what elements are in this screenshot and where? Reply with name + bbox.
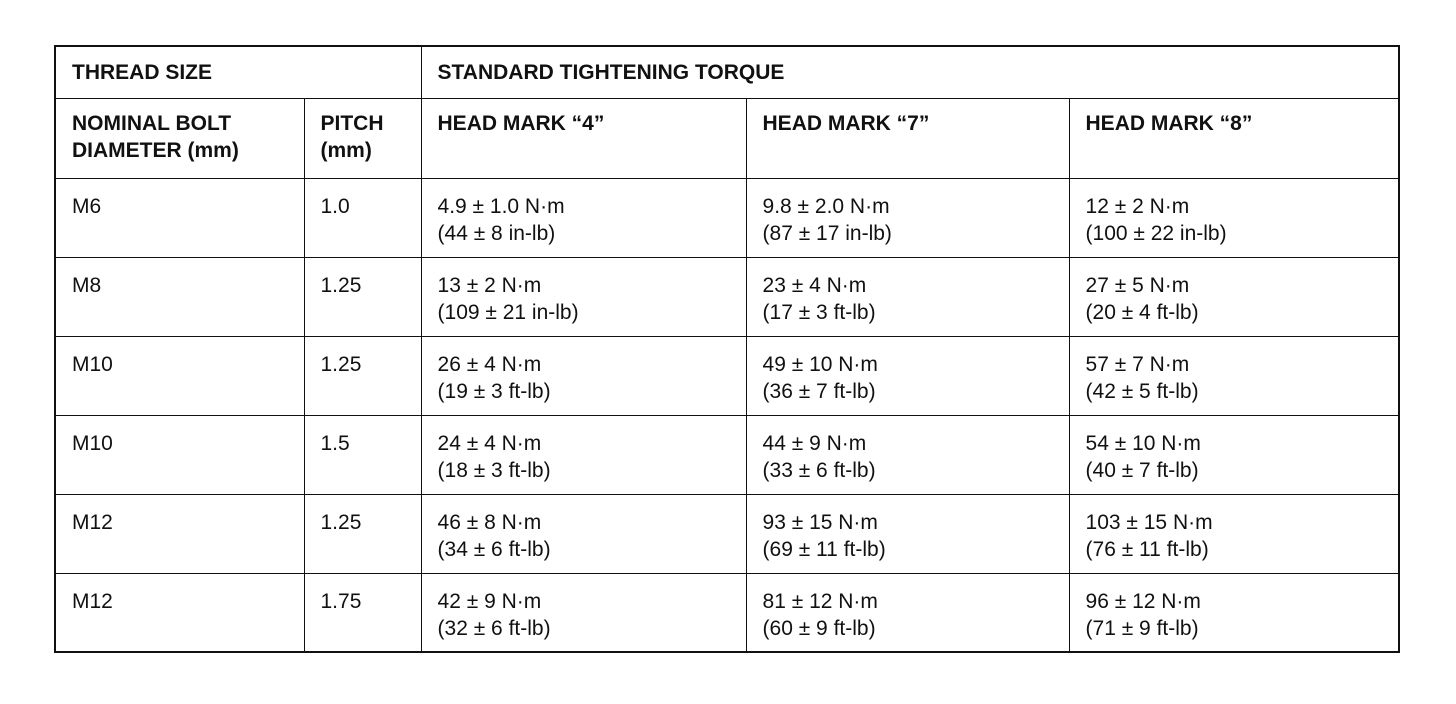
head-mark-4-cell: [421, 257, 746, 336]
head-mark-7-cell: [746, 573, 1069, 652]
torque-nm: 24 ± 4 N·m: [437, 431, 542, 455]
nominal-diameter-header: [55, 98, 304, 178]
torque-nm: 57 ± 7 N·m: [1085, 352, 1190, 376]
torque-imperial: (36 ± 7 ft-lb): [762, 379, 876, 403]
torque-nm: 54 ± 10 N·m: [1085, 431, 1201, 455]
diameter-cell: M8: [55, 257, 304, 336]
torque-nm: 12 ± 2 N·m: [1085, 194, 1190, 218]
head-mark-7-cell: [746, 494, 1069, 573]
torque-imperial: (76 ± 11 ft-lb): [1085, 537, 1209, 561]
torque-imperial: (20 ± 4 ft-lb): [1085, 300, 1199, 324]
torque-nm: 46 ± 8 N·m: [437, 510, 542, 534]
diameter-cell: M6: [55, 178, 304, 257]
pitch-cell: 1.25: [304, 494, 421, 573]
torque-nm: 44 ± 9 N·m: [762, 431, 867, 455]
head-mark-8-cell: [1069, 573, 1399, 652]
torque-imperial: (34 ± 6 ft-lb): [437, 537, 551, 561]
pitch-cell: 1.75: [304, 573, 421, 652]
table-row: [55, 494, 1399, 573]
diameter-cell: M12: [55, 573, 304, 652]
pitch-cell: 1.25: [304, 336, 421, 415]
torque-nm: 9.8 ± 2.0 N·m: [762, 194, 890, 218]
torque-nm: 42 ± 9 N·m: [437, 589, 542, 613]
pitch-header: [304, 98, 421, 178]
nominal-diameter-header-line1: NOMINAL BOLT: [72, 111, 232, 135]
torque-imperial: (17 ± 3 ft-lb): [762, 300, 876, 324]
head-mark-4-cell: [421, 573, 746, 652]
torque-nm: 26 ± 4 N·m: [437, 352, 542, 376]
torque-imperial: (71 ± 9 ft-lb): [1085, 616, 1199, 640]
thread-size-header: THREAD SIZE: [55, 46, 421, 98]
torque-imperial: (42 ± 5 ft-lb): [1085, 379, 1199, 403]
head-mark-8-cell: [1069, 415, 1399, 494]
table-row: [55, 415, 1399, 494]
head-mark-8-cell: [1069, 178, 1399, 257]
torque-nm: 96 ± 12 N·m: [1085, 589, 1201, 613]
torque-imperial: (44 ± 8 in-lb): [437, 221, 556, 245]
head-mark-4-cell: [421, 336, 746, 415]
head-mark-7-cell: [746, 178, 1069, 257]
head-mark-8-header: HEAD MARK “8”: [1069, 98, 1399, 178]
pitch-cell: 1.25: [304, 257, 421, 336]
diameter-cell: M12: [55, 494, 304, 573]
head-mark-4-cell: [421, 494, 746, 573]
torque-nm: 103 ± 15 N·m: [1085, 510, 1213, 534]
standard-torque-header: STANDARD TIGHTENING TORQUE: [421, 46, 1399, 98]
table-row: [55, 573, 1399, 652]
head-mark-4-cell: [421, 415, 746, 494]
head-mark-7-cell: [746, 415, 1069, 494]
head-mark-8-cell: [1069, 257, 1399, 336]
table-header-row-1: [55, 46, 1399, 98]
torque-imperial: (19 ± 3 ft-lb): [437, 379, 551, 403]
pitch-cell: 1.0: [304, 178, 421, 257]
diameter-cell: M10: [55, 336, 304, 415]
head-mark-8-cell: [1069, 336, 1399, 415]
diameter-cell: M10: [55, 415, 304, 494]
pitch-header-line2: (mm): [320, 138, 372, 162]
table-row: [55, 336, 1399, 415]
head-mark-7-cell: [746, 336, 1069, 415]
torque-imperial: (33 ± 6 ft-lb): [762, 458, 876, 482]
torque-nm: 49 ± 10 N·m: [762, 352, 878, 376]
torque-imperial: (87 ± 17 in-lb): [762, 221, 892, 245]
torque-imperial: (40 ± 7 ft-lb): [1085, 458, 1199, 482]
torque-imperial: (100 ± 22 in-lb): [1085, 221, 1227, 245]
torque-imperial: (60 ± 9 ft-lb): [762, 616, 876, 640]
head-mark-4-cell: [421, 178, 746, 257]
torque-nm: 13 ± 2 N·m: [437, 273, 542, 297]
head-mark-8-cell: [1069, 494, 1399, 573]
torque-spec-table: [54, 45, 1400, 653]
nominal-diameter-header-line2: DIAMETER (mm): [72, 138, 239, 162]
pitch-header-line1: PITCH: [320, 111, 384, 135]
table-header-row-2: [55, 98, 1399, 178]
head-mark-4-header: HEAD MARK “4”: [421, 98, 746, 178]
torque-nm: 93 ± 15 N·m: [762, 510, 878, 534]
torque-imperial: (32 ± 6 ft-lb): [437, 616, 551, 640]
pitch-cell: 1.5: [304, 415, 421, 494]
torque-imperial: (109 ± 21 in-lb): [437, 300, 579, 324]
head-mark-7-header: HEAD MARK “7”: [746, 98, 1069, 178]
torque-nm: 23 ± 4 N·m: [762, 273, 867, 297]
table-row: [55, 178, 1399, 257]
torque-imperial: (18 ± 3 ft-lb): [437, 458, 551, 482]
torque-nm: 4.9 ± 1.0 N·m: [437, 194, 565, 218]
torque-nm: 81 ± 12 N·m: [762, 589, 878, 613]
head-mark-7-cell: [746, 257, 1069, 336]
table-row: [55, 257, 1399, 336]
torque-imperial: (69 ± 11 ft-lb): [762, 537, 886, 561]
torque-nm: 27 ± 5 N·m: [1085, 273, 1190, 297]
